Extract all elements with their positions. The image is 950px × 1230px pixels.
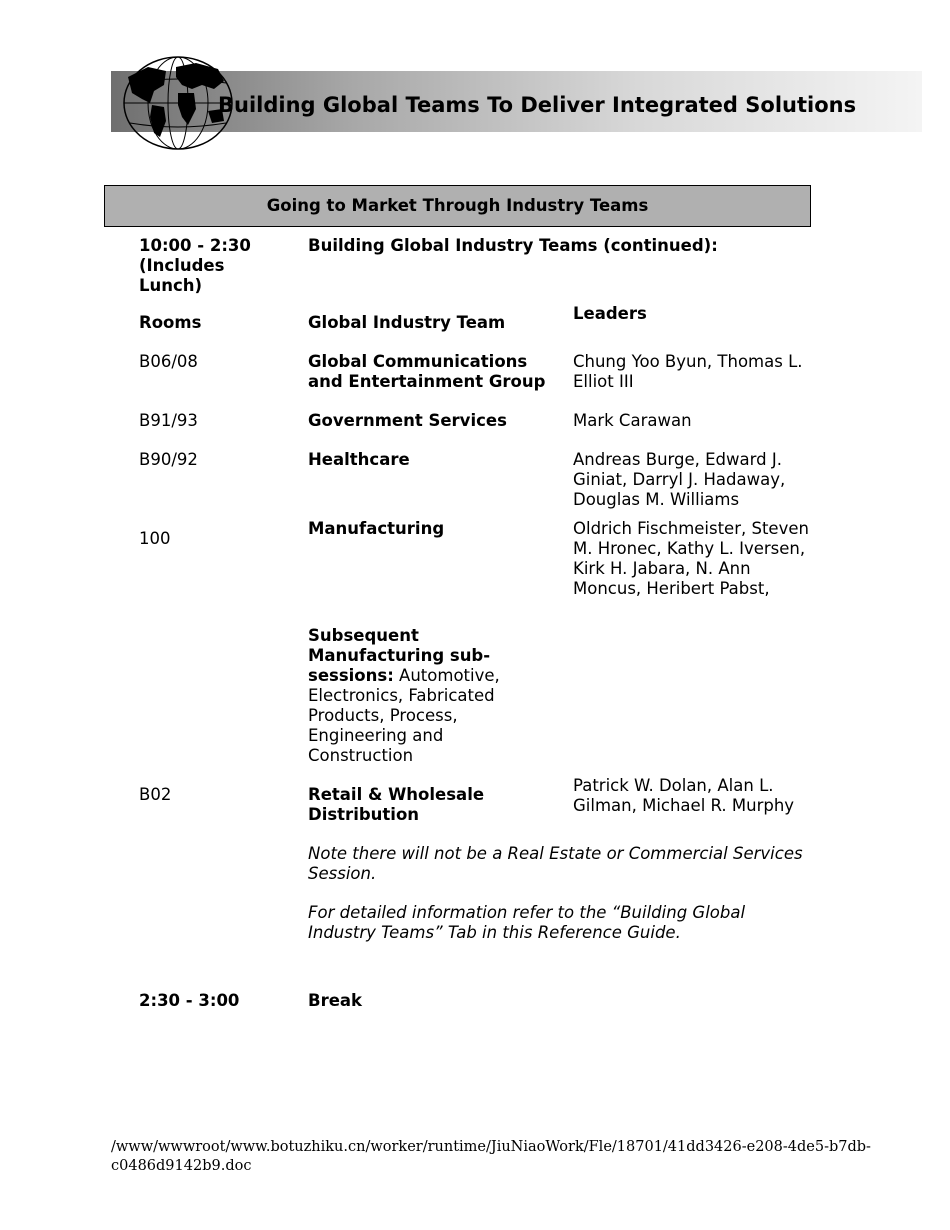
break-time: 2:30 - 3:00 (139, 991, 240, 1010)
session-time-note: Lunch) (139, 276, 203, 295)
leaders: Oldrich Fischmeister, Steven (573, 519, 809, 538)
leaders: M. Hronec, Kathy L. Iversen, (573, 539, 806, 558)
team: Manufacturing (308, 519, 445, 538)
leaders: Elliot III (573, 372, 634, 391)
banner-title: Building Global Teams To Deliver Integrated Solutions (218, 93, 857, 117)
leaders: Chung Yoo Byun, Thomas L. (573, 352, 803, 371)
room: B90/92 (139, 450, 198, 469)
break-label: Break (308, 991, 363, 1010)
subsessions-text: Products, Process, (308, 706, 458, 725)
room: B06/08 (139, 352, 198, 371)
subsessions-heading: Subsequent (308, 626, 419, 645)
subsessions-text: Construction (308, 746, 414, 765)
session-time: 10:00 - 2:30 (139, 236, 251, 255)
leaders: Moncus, Heribert Pabst, (573, 579, 770, 598)
header-leaders: Leaders (573, 304, 647, 323)
team: Global Communications (308, 352, 528, 371)
header-team: Global Industry Team (308, 313, 506, 332)
leaders: Douglas M. Williams (573, 490, 740, 509)
leaders: Andreas Burge, Edward J. (573, 450, 782, 469)
team: Healthcare (308, 450, 410, 469)
leaders: Patrick W. Dolan, Alan L. (573, 776, 774, 795)
file-path-line: /www/wwwroot/www.botuzhiku.cn/worker/runtime/JiuNiaoWork/Fle/18701/41dd3426-e208-4de5-b7db- (111, 1139, 871, 1155)
subsessions-text: Engineering and (308, 726, 444, 745)
session-time-note: (Includes (139, 256, 225, 275)
team: Government Services (308, 411, 507, 430)
note-text: Industry Teams” Tab in this Reference Guide. (308, 923, 681, 942)
team: Retail & Wholesale (308, 785, 485, 804)
note-text: Session. (308, 864, 377, 883)
leaders: Mark Carawan (573, 411, 692, 430)
header-rooms: Rooms (139, 313, 202, 332)
subsessions-text: Automotive, (393, 666, 500, 685)
file-path-line: c0486d9142b9.doc (111, 1158, 252, 1174)
file-path-footer (111, 1138, 871, 1176)
leaders: Kirk H. Jabara, N. Ann (573, 559, 751, 578)
room: B91/93 (139, 411, 198, 430)
room: 100 (139, 529, 171, 548)
note-text: For detailed information refer to the “Building Global (308, 903, 746, 922)
team: Distribution (308, 805, 420, 824)
subsessions-heading: sessions: (308, 666, 394, 685)
subsessions-line (308, 666, 500, 686)
leaders: Giniat, Darryl J. Hadaway, (573, 470, 786, 489)
team: and Entertainment Group (308, 372, 546, 391)
leaders: Gilman, Michael R. Murphy (573, 796, 795, 815)
session-title: Building Global Industry Teams (continued): (308, 236, 718, 255)
note-text: Note there will not be a Real Estate or Commercial Services (308, 844, 803, 863)
subsessions-text: Electronics, Fabricated (308, 686, 495, 705)
subsessions-heading: Manufacturing sub- (308, 646, 491, 665)
section-title: Going to Market Through Industry Teams (104, 185, 811, 227)
room: B02 (139, 785, 172, 804)
